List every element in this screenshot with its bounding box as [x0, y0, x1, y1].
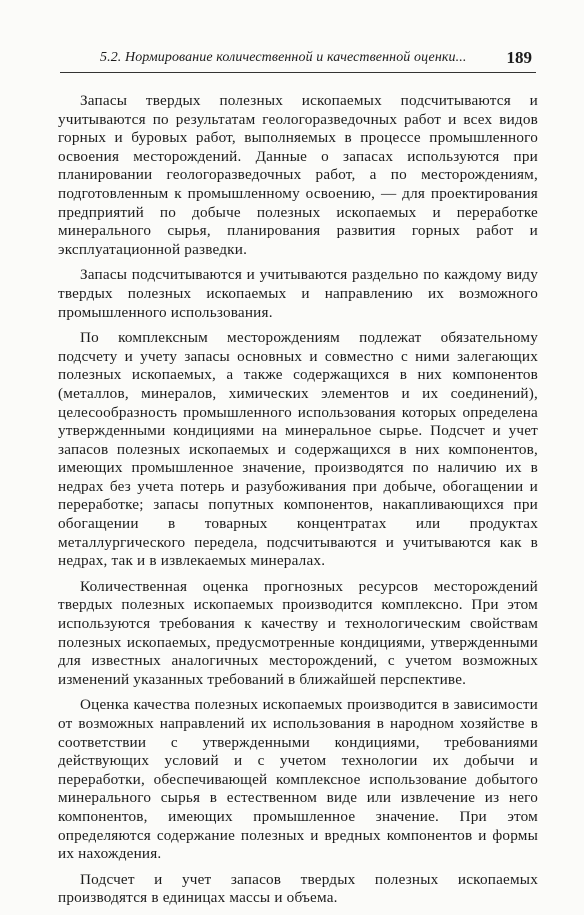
- running-title: 5.2. Нормирование количественной и качественной оценки...: [100, 50, 467, 65]
- paragraph: По комплексным месторождениям подлежат обязательному подсчету и учету запасы основных и совместно с ними залегающих полезных ископаемых, а также содержащихся в них компонентов (металлов, минералов, химических элементов и их соединений), целесообразность промышленного использования которых определена утвержденными кондициями на минеральное сырье. Подсчет и учет запасов полезных ископаемых и содержащихся в них компонентов, имеющих промышленное значение, производятся по наличию их в недрах без учета потерь и разубоживания при добыче, обогащении и переработке; запасы попутных компонентов, накапливающихся при обогащении в товарных концентратах или продуктах металлургического передела, подсчитываются и учитываются как в недрах, так и в извлекаемых минералах.: [58, 329, 538, 570]
- paragraph: Подсчет и учет запасов твердых полезных ископаемых производятся в единицах массы и объема.: [58, 870, 538, 907]
- paragraph: Запасы подсчитываются и учитываются раздельно по каждому виду твердых полезных ископаемых и направлению их возможного промышленного использования.: [58, 266, 538, 321]
- paragraph: Запасы твердых полезных ископаемых подсчитываются и учитываются по результатам геологоразведочных работ и всех видов горных и буровых работ, выполняемых в процессе промышленного освоения месторождений. Данные о запасах используются при планировании геологоразведочных работ, а по месторождениям, подготовленным к промышленному освоению, — для проектирования предприятий по добыче полезных ископаемых и переработке минерального сырья, планирования развития горных работ и эксплуатационной разведки.: [58, 92, 538, 258]
- paragraph: Оценка качества полезных ископаемых производится в зависимости от возможных направлений их использования в народном хозяйстве в соответствии с утвержденными кондициями, требованиями действующих условий и с учетом технологии их добычи и переработки, обеспечивающей комплексное использование добытого минерального сырья в естественном виде или извлечение из него компонентов, имеющих промышленное значение. При этом определяются содержание полезных и вредных компонентов и формы их нахождения.: [58, 696, 538, 863]
- running-head: [60, 50, 536, 73]
- paragraph: Количественная оценка прогнозных ресурсов месторождений твердых полезных ископаемых производится комплексно. При этом используются требования к качеству и технологическим свойствам полезных ископаемых, предусмотренные кондициями, утвержденными для известных аналогичных месторождений, с учетом возможных изменений указанных требований в ближайшей перспективе.: [58, 577, 538, 688]
- page-number: 189: [506, 48, 532, 67]
- body-text: [58, 92, 538, 915]
